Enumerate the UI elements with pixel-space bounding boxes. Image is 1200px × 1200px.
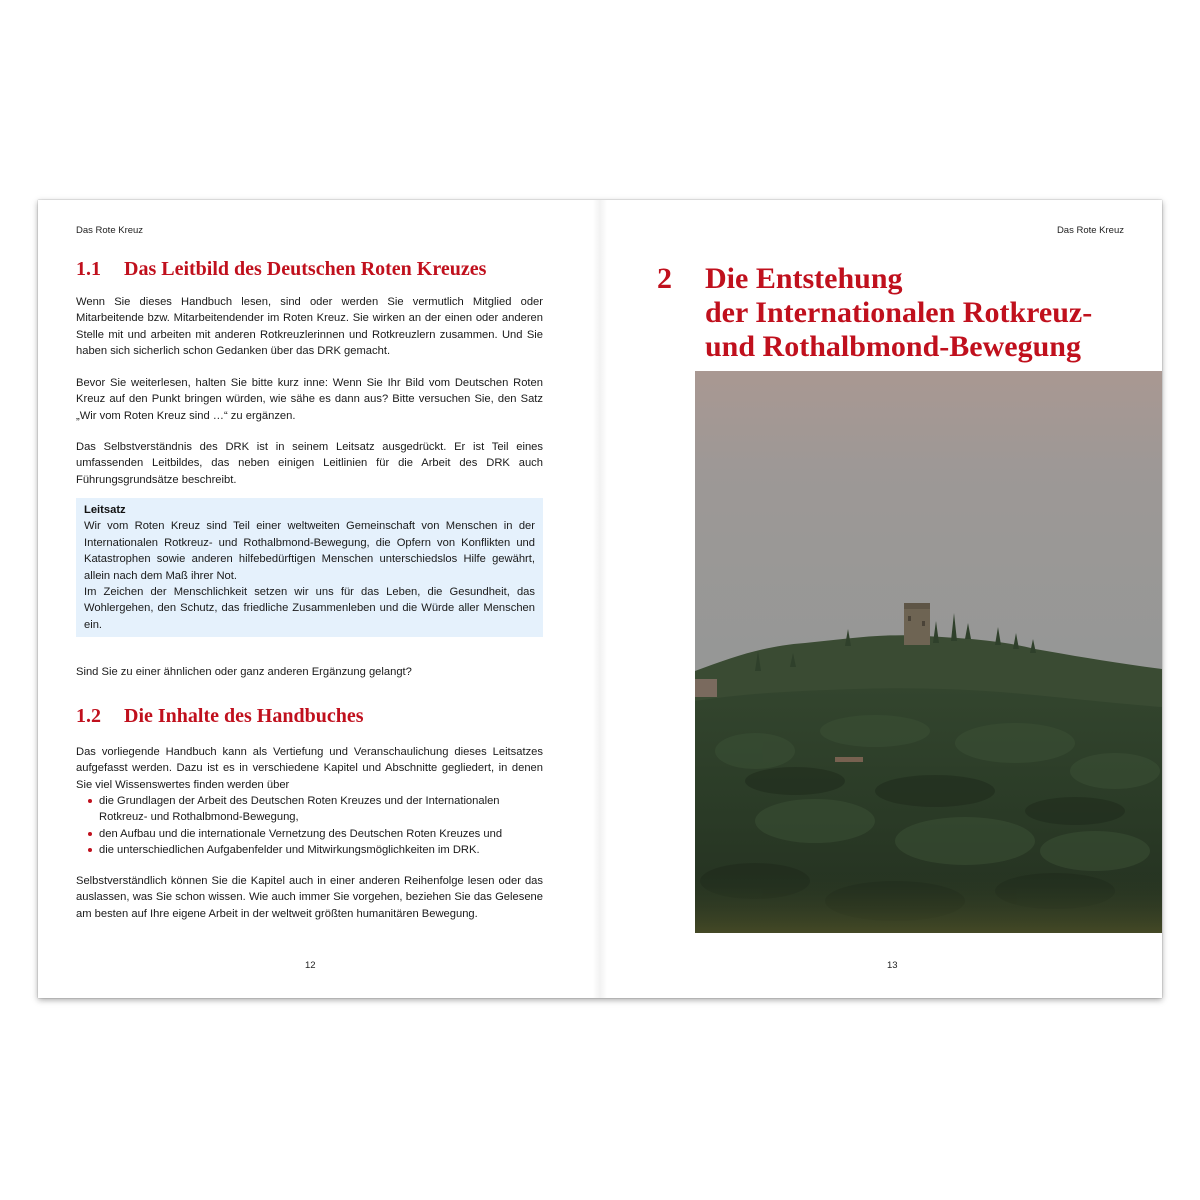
question-paragraph: Sind Sie zu einer ähnlichen oder ganz anderen Ergänzung gelangt?	[76, 666, 412, 678]
section-heading-1-2	[76, 705, 364, 728]
left-page	[38, 200, 600, 998]
leitsatz-title: Leitsatz	[84, 504, 126, 516]
list-item: die Grundlagen der Arbeit des Deutschen Roten Kreuzes und der Internationalen Rotkreuz- und Rothalbmond-Bewegung,	[76, 793, 543, 826]
chapter-title-line: und Rothalbmond-Bewegung	[705, 330, 1081, 363]
contents-list	[76, 793, 543, 859]
page-number-left: 12	[305, 960, 316, 971]
book-spread	[38, 200, 1162, 998]
running-header-left: Das Rote Kreuz	[76, 225, 144, 236]
chapter-number: 2	[657, 262, 672, 295]
section-title: Die Inhalte des Handbuches	[124, 705, 364, 727]
landscape-photo	[695, 371, 1162, 933]
leitsatz-text-1: Wir vom Roten Kreuz sind Teil einer weltweiten Gemeinschaft von Menschen in der Internationalen Rotkreuz- und Rothalbmond-Bewegung, die Opfern von Konflikten und Katastrophen sowie anderen hilfebedürftigen Menschen unterschiedslos Hilfe gewährt, allein nach dem Maß ihrer Not.	[84, 520, 535, 582]
closing-paragraph: Selbstverständlich können Sie die Kapitel auch in einer anderen Reihenfolge lesen oder das auslassen, was Sie schon wissen. Wie auch immer Sie vorgehen, beziehen Sie das Gelesene am besten auf Ihre eigene Arbeit in der weltweit größten humanitären Bewegung.	[76, 875, 543, 920]
self-image-paragraph: Das Selbstverständnis des DRK ist in seinem Leitsatz ausgedrückt. Er ist Teil eines umfassenden Leitbildes, das neben einigen Leitlinien für die Arbeit des DRK auch Führungsgrundsätze beschreibt.	[76, 441, 543, 486]
chapter-title-line: Die Entstehung	[705, 262, 903, 295]
leitsatz-text-2: Im Zeichen der Menschlichkeit setzen wir uns für das Leben, die Gesundheit, das Wohlergehen, den Schutz, das friedliche Zusammenleben und die Würde aller Menschen ein.	[84, 586, 535, 631]
list-item: den Aufbau und die internationale Vernetzung des Deutschen Roten Kreuzes und	[76, 826, 543, 842]
page-number-right: 13	[887, 960, 898, 971]
section-number: 1.2	[76, 705, 101, 727]
leitsatz-box	[76, 498, 543, 637]
running-header-right: Das Rote Kreuz	[1056, 225, 1124, 236]
section-heading-1-1	[76, 258, 486, 281]
chapter-title-line: der Internationalen Rotkreuz-	[705, 296, 1093, 329]
intro-paragraph: Wenn Sie dieses Handbuch lesen, sind oder werden Sie vermutlich Mitglied oder Mitarbeitende bzw. Mitarbeitendender im Roten Kreuz. Sie wirken an der einen oder anderen Stelle mit und arbeiten mit anderen Rotkreuzlerinnen und Rotkreuzlern zusammen. Und Sie haben sich sicherlich schon Gedanken über das DRK gemacht.	[76, 296, 543, 358]
chapter-title	[705, 262, 1145, 364]
list-item: die unterschiedlichen Aufgabenfelder und Mitwirkungsmöglichkeiten im DRK.	[76, 842, 543, 858]
right-page	[600, 200, 1162, 998]
contents-paragraph: Das vorliegende Handbuch kann als Vertiefung und Veranschaulichung dieses Leitsatzes aufgefasst werden. Dazu ist es in verschiedene Kapitel und Abschnitte gegliedert, in denen Sie viel Wissenswertes finden werden über	[76, 746, 543, 791]
section-number: 1.1	[76, 258, 101, 280]
section-title: Das Leitbild des Deutschen Roten Kreuzes	[124, 258, 487, 280]
reflection-paragraph: Bevor Sie weiterlesen, halten Sie bitte kurz inne: Wenn Sie Ihr Bild vom Deutschen Roten Kreuz auf den Punkt bringen würden, wie sähe es dann aus? Bitte versuchen Sie, den Satz „Wir vom Roten Kreuz sind …“ zu ergänzen.	[76, 377, 543, 422]
